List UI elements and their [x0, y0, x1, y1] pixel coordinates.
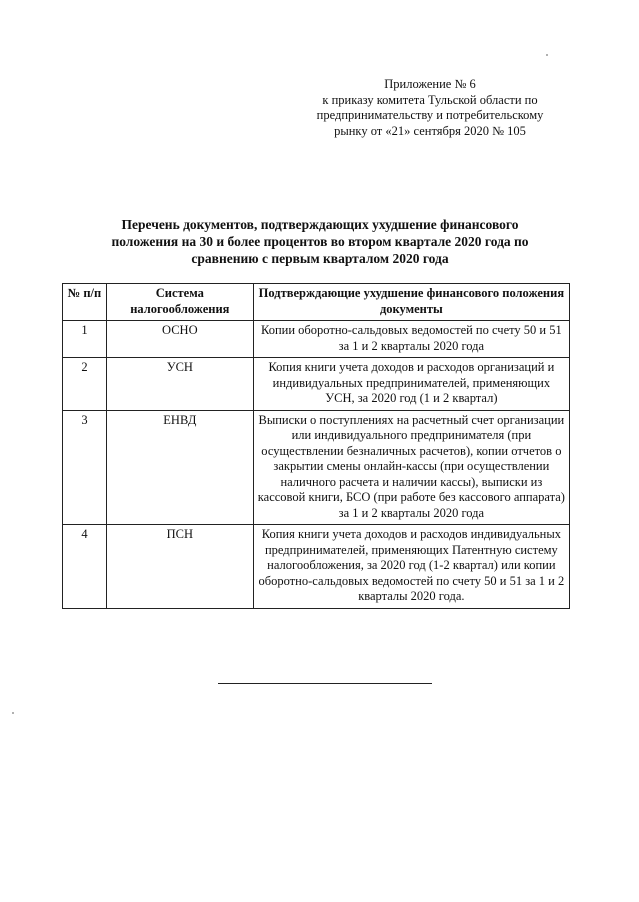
header-tax-system: Система налогообложения	[106, 284, 253, 321]
scan-speck	[12, 712, 14, 714]
table-header-row	[63, 284, 570, 321]
scan-speck	[546, 54, 548, 56]
row-tax-system: ЕНВД	[106, 410, 253, 525]
table-row	[63, 358, 570, 411]
appendix-note	[285, 77, 575, 139]
row-tax-system: УСН	[106, 358, 253, 411]
header-number: № п/п	[63, 284, 107, 321]
appendix-line: к приказу комитета Тульской области по	[322, 92, 538, 107]
appendix-line: рынку от «21» сентября 2020 № 105	[334, 123, 526, 138]
appendix-line: предпринимательству и потребительскому	[316, 108, 544, 122]
appendix-line: Приложение № 6	[384, 77, 476, 91]
table-row	[63, 321, 570, 358]
row-number: 1	[63, 321, 107, 358]
title-line: сравнению с первым кварталом 2020 года	[191, 251, 449, 266]
title-line: Перечень документов, подтверждающих ухудшение финансового	[121, 217, 519, 232]
header-documents: Подтверждающие ухудшение финансового положения документы	[253, 284, 569, 321]
closing-rule	[218, 683, 432, 684]
row-number: 3	[63, 410, 107, 525]
table-row	[63, 525, 570, 609]
row-tax-system: ПСН	[106, 525, 253, 609]
row-number: 4	[63, 525, 107, 609]
row-documents: Копия книги учета доходов и расходов организаций и индивидуальных предпринимателей, применяющих УСН, за 2020 год (1 и 2 квартал)	[253, 358, 569, 411]
documents-table	[62, 283, 570, 609]
document-title	[70, 216, 570, 267]
row-documents: Копия книги учета доходов и расходов индивидуальных предпринимателей, применяющих Патентную систему налогообложения, за 2020 год (1-2 квартал) или копии оборотно-сальдовых ведомостей по счету 50 и 51 за 1 и 2 кварталы 2020 года.	[253, 525, 569, 609]
row-number: 2	[63, 358, 107, 411]
row-tax-system: ОСНО	[106, 321, 253, 358]
row-documents: Копии оборотно-сальдовых ведомостей по счету 50 и 51 за 1 и 2 кварталы 2020 года	[253, 321, 569, 358]
row-documents: Выписки о поступлениях на расчетный счет организации или индивидуального предпринимателя (при осуществлении безналичных расчетов), копии отчетов о закрытии смены онлайн-кассы (при осуществлении наличного расчета и наличии кассы), выписки из кассовой книги, БСО (при работе без кассового аппарата) за 1 и 2 кварталы 2020 года	[253, 410, 569, 525]
table-row	[63, 410, 570, 525]
title-line: положения на 30 и более процентов во втором квартале 2020 года по	[111, 234, 529, 249]
